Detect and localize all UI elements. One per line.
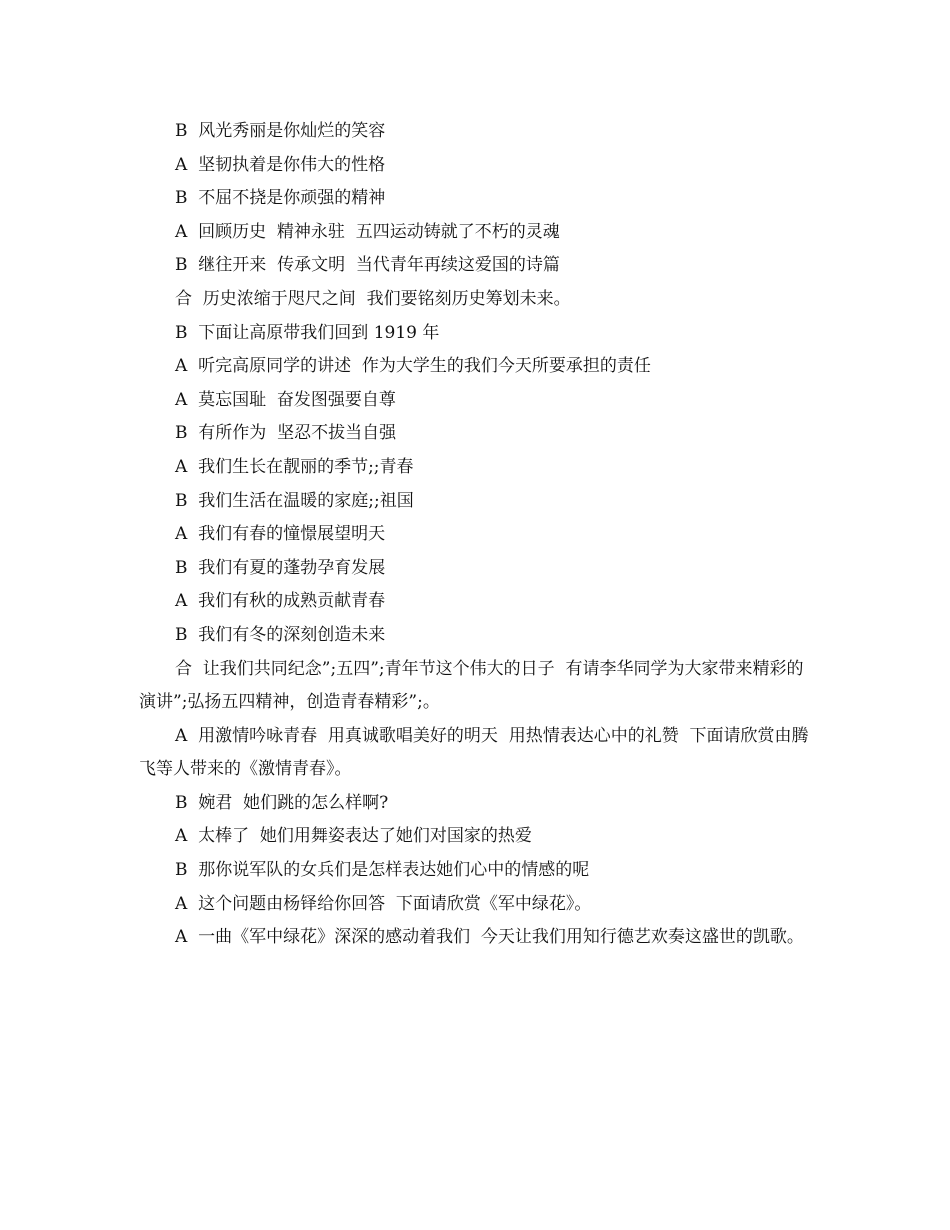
paragraph: B 继往开来 传承文明 当代青年再续这爱国的诗篇 bbox=[175, 255, 560, 276]
paragraph: A 我们生长在靓丽的季节;;青春 bbox=[175, 456, 414, 477]
paragraph: A 一曲《军中绿花》深深的感动着我们 今天让我们用知行德艺欢奏这盛世的凯歌。 bbox=[175, 927, 804, 948]
paragraph: A 莫忘国耻 奋发图强要自尊 bbox=[175, 389, 396, 410]
paragraph: B 风光秀丽是你灿烂的笑容 bbox=[175, 121, 386, 141]
paragraph: 合 让我们共同纪念”;五四”;青年节这个伟大的日子 有请李华同学为大家带来精彩的 演讲”;弘扬五四精神，创造青春精彩”;。 bbox=[139, 658, 809, 713]
paragraph: B 我们生活在温暖的家庭;;祖国 bbox=[175, 490, 414, 511]
paragraph: 合 历史浓缩于咫尺之间 我们要铭刻历史筹划未来。 bbox=[175, 288, 571, 309]
paragraph: A 这个问题由杨铎给你回答 下面请欣赏《军中绿花》。 bbox=[175, 893, 592, 914]
paragraph: B 我们有夏的蓬勃孕育发展 bbox=[175, 557, 386, 578]
paragraph: A 太棒了 她们用舞姿表达了她们对国家的热爱 bbox=[175, 826, 532, 847]
paragraph: A 我们有春的憧憬展望明天 bbox=[175, 524, 386, 545]
paragraph: B 下面让高原带我们回到 1919 年 bbox=[175, 322, 440, 343]
paragraph: A 用激情吟咏青春 用真诚歌唱美好的明天 用热情表达心中的礼赞 下面请欣赏由腾 飞等人带来的《激情青春》。 bbox=[139, 725, 814, 780]
paragraph: A 回顾历史 精神永驻 五四运动铸就了不朽的灵魂 bbox=[175, 221, 560, 242]
paragraph: A 听完高原同学的讲述 作为大学生的我们今天所要承担的责任 bbox=[175, 356, 651, 377]
paragraph: A 我们有秋的成熟贡献青春 bbox=[175, 591, 386, 612]
paragraph: B 有所作为 坚忍不拔当自强 bbox=[175, 423, 397, 444]
document-body bbox=[139, 115, 815, 955]
paragraph: B 那你说军队的女兵们是怎样表达她们心中的情感的呢 bbox=[175, 860, 590, 881]
paragraph: A 坚韧执着是你伟大的性格 bbox=[175, 154, 386, 175]
paragraph: B 不屈不挠是你顽强的精神 bbox=[175, 188, 386, 209]
paragraph: B 我们有冬的深刻创造未来 bbox=[175, 624, 386, 645]
paragraph: B 婉君 她们跳的怎么样啊? bbox=[175, 792, 389, 813]
